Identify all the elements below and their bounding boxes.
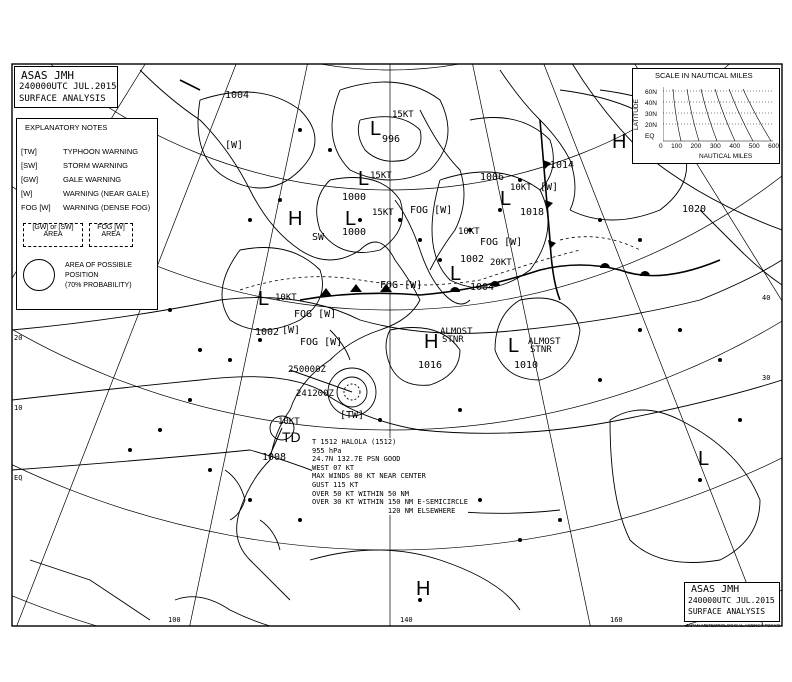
scale-axis-label: LATITUDE bbox=[632, 99, 640, 130]
svg-text:1002: 1002 bbox=[460, 254, 485, 265]
legend-area-right: FOG [W] AREA bbox=[89, 223, 133, 247]
legend-items bbox=[21, 145, 150, 215]
low-symbol: L bbox=[370, 118, 382, 140]
legend-circle-text: AREA OF POSSIBLE POSITION (70% PROBABILITY) bbox=[65, 262, 132, 289]
legend-box bbox=[16, 118, 158, 310]
svg-text:FOG [W]: FOG [W] bbox=[410, 205, 453, 216]
svg-text:ALMOST: ALMOST bbox=[440, 327, 473, 337]
svg-text:15KT: 15KT bbox=[392, 110, 414, 120]
svg-text:30: 30 bbox=[762, 374, 771, 382]
scale-x-title: NAUTICAL MILES bbox=[699, 153, 753, 160]
svg-text:EQ: EQ bbox=[14, 474, 23, 482]
svg-text:FOG [W]: FOG [W] bbox=[300, 337, 343, 348]
svg-text:10: 10 bbox=[14, 404, 23, 412]
high-symbol: H bbox=[424, 331, 439, 353]
svg-text:[TW]: [TW] bbox=[340, 410, 365, 421]
svg-text:20KT: 20KT bbox=[490, 258, 512, 268]
legend-circle-icon bbox=[23, 259, 55, 291]
low-symbol: L bbox=[345, 208, 357, 230]
typhoon-info: T 1512 HALOLA (1512) 955 hPa 24.7N 132.7E PSN GOOD WEST 07 KT MAX WINDS 80 KT NEAR CENTER GUST 115 KT OVER 50 KT WITHIN 50 NM OVER 30 KT WITHIN 150 NM E-SEMICIRCLE 120 NM ELSEWHERE bbox=[312, 438, 468, 515]
scale-chart bbox=[663, 85, 775, 143]
high-symbol: H bbox=[612, 131, 627, 153]
header-box bbox=[14, 66, 118, 108]
legend-title: EXPLANATORY NOTES bbox=[25, 123, 108, 132]
svg-text:10KT: 10KT bbox=[275, 293, 297, 303]
svg-text:1006: 1006 bbox=[480, 172, 505, 183]
svg-text:1008: 1008 bbox=[262, 452, 287, 463]
svg-text:SW: SW bbox=[312, 232, 325, 243]
svg-text:10KT: 10KT bbox=[458, 227, 480, 237]
header-line1: ASAS JMH bbox=[21, 69, 74, 82]
svg-text:1002: 1002 bbox=[255, 327, 280, 338]
low-symbol: L bbox=[698, 448, 710, 470]
svg-text:FOG [W]: FOG [W] bbox=[480, 237, 523, 248]
legend-item: [SW] STORM WARNING bbox=[21, 161, 128, 170]
legend-item: [W] WARNING (NEAR GALE) bbox=[21, 189, 149, 198]
svg-text:10KT: 10KT bbox=[510, 183, 532, 193]
svg-text:FOG [W]: FOG [W] bbox=[294, 309, 337, 320]
svg-text:STNR: STNR bbox=[442, 335, 464, 345]
header-line2: 240000UTC JUL.2015 bbox=[19, 82, 117, 92]
low-symbol: L bbox=[258, 288, 270, 310]
footer-line3: SURFACE ANALYSIS bbox=[688, 607, 766, 616]
legend-item: [TW] TYPHOON WARNING bbox=[21, 147, 139, 156]
svg-text:[W]: [W] bbox=[540, 182, 559, 193]
svg-text:20: 20 bbox=[14, 334, 23, 342]
svg-text:1004: 1004 bbox=[470, 282, 495, 293]
scale-box bbox=[632, 68, 780, 164]
footer-line1: ASAS JMH bbox=[691, 584, 740, 595]
svg-text:250000Z: 250000Z bbox=[288, 365, 326, 375]
svg-text:996: 996 bbox=[382, 134, 401, 145]
header-line3: SURFACE ANALYSIS bbox=[19, 94, 106, 104]
high-symbol: H bbox=[416, 578, 431, 600]
legend-area-left: [GW] or [SW] AREA bbox=[23, 223, 83, 247]
svg-text:STNR: STNR bbox=[530, 345, 552, 355]
footer-box bbox=[684, 582, 780, 622]
low-symbol: L bbox=[508, 335, 520, 357]
svg-text:241200Z: 241200Z bbox=[296, 389, 334, 399]
svg-text:1000: 1000 bbox=[342, 192, 367, 203]
svg-text:10KT: 10KT bbox=[278, 417, 300, 427]
svg-text:1014: 1014 bbox=[550, 160, 575, 171]
high-symbol: H bbox=[288, 208, 303, 230]
svg-text:1004: 1004 bbox=[225, 90, 250, 101]
scale-lat-labels: 60N 40N 30N 20N EQ bbox=[645, 89, 657, 140]
svg-text:15KT: 15KT bbox=[372, 208, 394, 218]
svg-text:1018: 1018 bbox=[520, 207, 545, 218]
footer-line2: 240000UTC JUL.2015 bbox=[688, 596, 775, 605]
svg-text:ALMOST: ALMOST bbox=[528, 337, 561, 347]
svg-text:140: 140 bbox=[400, 616, 413, 624]
agency-credit: JAPAN METEOROLOGICAL AGENCY TOKYO bbox=[686, 623, 781, 628]
low-symbol: L bbox=[450, 263, 462, 285]
legend-item: [GW] GALE WARNING bbox=[21, 175, 122, 184]
svg-text:15KT: 15KT bbox=[370, 171, 392, 181]
low-symbol: L bbox=[358, 168, 370, 190]
svg-text:FOG [W]: FOG [W] bbox=[380, 280, 423, 291]
svg-text:1000: 1000 bbox=[342, 227, 367, 238]
svg-text:1016: 1016 bbox=[418, 360, 443, 371]
low-symbol: L bbox=[500, 188, 512, 210]
svg-text:1020: 1020 bbox=[682, 204, 707, 215]
scale-x-labels: 0 100 200 300 400 500 600 bbox=[659, 143, 779, 150]
svg-text:[W]: [W] bbox=[282, 325, 301, 336]
td-symbol: TD bbox=[282, 429, 301, 445]
legend-item: FOG [W] WARNING (DENSE FOG) bbox=[21, 203, 151, 212]
scale-title: SCALE IN NAUTICAL MILES bbox=[655, 71, 753, 80]
svg-text:[W]: [W] bbox=[225, 140, 244, 151]
svg-text:100: 100 bbox=[168, 616, 181, 624]
svg-text:160: 160 bbox=[610, 616, 623, 624]
svg-text:1010: 1010 bbox=[514, 360, 539, 371]
svg-text:40: 40 bbox=[762, 294, 771, 302]
